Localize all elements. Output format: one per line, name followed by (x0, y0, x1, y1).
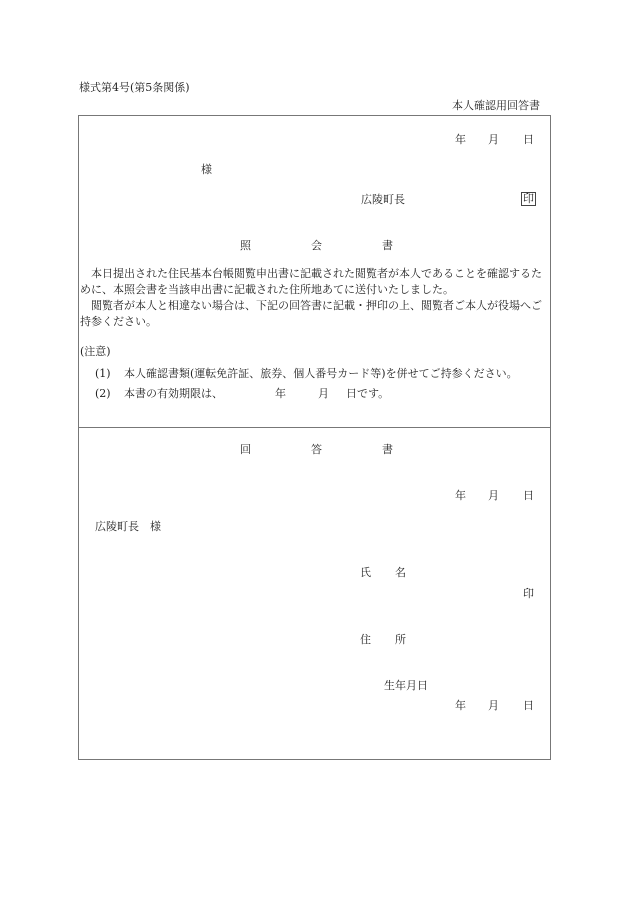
form-number: 様式第4号(第5条関係) (79, 81, 190, 94)
birthdate-month: 月 (488, 699, 499, 712)
answer-addressee: 広陵町長 様 (95, 520, 161, 533)
seal-label: 印 (523, 192, 534, 205)
note-number: (2) (95, 387, 111, 400)
birthdate-label: 生年月日 (384, 679, 428, 692)
form-frame (78, 115, 551, 760)
seal-mark: 印 (523, 587, 534, 600)
inquiry-date-day: 日 (523, 133, 534, 146)
birthdate-day: 日 (523, 699, 534, 712)
birthdate-year: 年 (455, 699, 466, 712)
expiry-day-suffix: 日です。 (346, 387, 390, 400)
answer-title-char-2: 答 (311, 443, 322, 456)
note-text: 本書の有効期限は、 (124, 387, 223, 400)
name-label-char-2: 名 (395, 566, 406, 579)
inquiry-date-year: 年 (455, 133, 466, 146)
section-divider (78, 427, 551, 428)
inquiry-title-char-2: 会 (311, 239, 322, 252)
address-label-char-1: 住 (360, 633, 371, 646)
answer-date-year: 年 (455, 489, 466, 502)
inquiry-title-char-3: 書 (382, 239, 393, 252)
answer-date-month: 月 (488, 489, 499, 502)
name-label-char-1: 氏 (360, 566, 371, 579)
addressee-suffix: 様 (201, 163, 212, 176)
inquiry-body-paragraph-1: 本日提出された住民基本台帳閲覧申出書に記載された閲覧者が本人であることを確認するために、本照会書を当該申出書に記載された住所地あてに送付いたしました。 (80, 267, 542, 296)
expiry-year: 年 (275, 387, 286, 400)
answer-date-day: 日 (523, 489, 534, 502)
answer-title-char-3: 書 (382, 443, 393, 456)
inquiry-title-char-1: 照 (240, 239, 251, 252)
inquiry-body-paragraph-2: 閲覧者が本人と相違ない場合は、下記の回答書に記載・押印の上、閲覧者ご本人が役場へご持参ください。 (80, 299, 542, 328)
address-label-char-2: 所 (395, 633, 406, 646)
notes-heading: (注意) (80, 345, 111, 358)
note-number: (1) (95, 367, 111, 380)
document-title: 本人確認用回答書 (452, 99, 540, 112)
answer-title-char-1: 回 (240, 443, 251, 456)
sender-name: 広陵町長 (361, 193, 405, 206)
inquiry-date-month: 月 (488, 133, 499, 146)
expiry-month: 月 (318, 387, 329, 400)
seal-stamp-icon (521, 192, 536, 206)
note-text: 本人確認書類(運転免許証、旅券、個人番号カード等)を併せてご持参ください。 (124, 367, 518, 380)
